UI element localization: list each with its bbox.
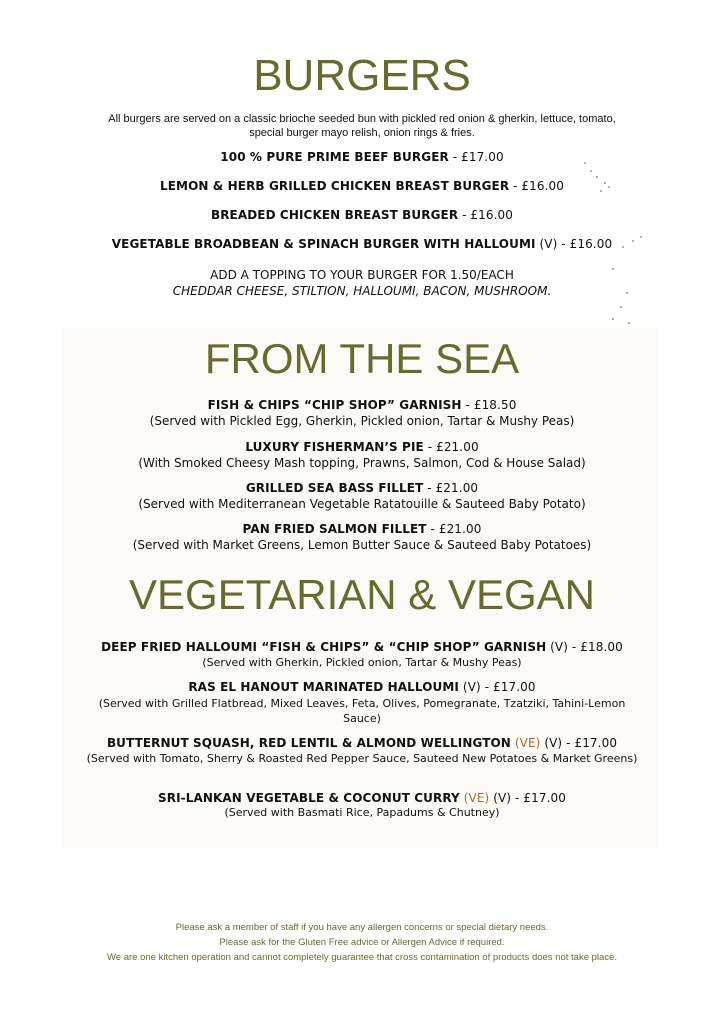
menu-item <box>0 640 724 654</box>
item-price: - £17.00 <box>448 150 504 164</box>
item-name: GRILLED SEA BASS FILLET <box>245 481 424 495</box>
menu-item <box>0 736 724 750</box>
veg-heading: VEGETARIAN & VEGAN <box>129 571 595 618</box>
item-name: RAS EL HANOUT MARINATED HALLOUMI <box>188 680 459 694</box>
menu-item <box>0 440 724 454</box>
footer-allergen-note: Please ask a member of staff if you have any allergen concerns or special dietary needs. <box>175 922 549 933</box>
vegan-badge: (VE) <box>514 736 541 750</box>
menu-item <box>0 522 724 536</box>
item-description: (Served with Tomato, Sherry & Roasted Red Pepper Sauce, Sauteed New Potatoes & Market Greens) <box>86 752 638 765</box>
item-price: (V) - £17.00 <box>489 791 566 805</box>
item-name: FISH & CHIPS “CHIP SHOP” GARNISH <box>207 398 462 412</box>
item-price: - £21.00 <box>423 440 479 454</box>
item-name: 100 % PURE PRIME BEEF BURGER <box>220 150 449 164</box>
item-price: - £18.50 <box>461 398 517 412</box>
item-name: BUTTERNUT SQUASH, RED LENTIL & ALMOND WELLINGTON <box>106 736 511 750</box>
topping-options: CHEDDAR CHEESE, STILTION, HALLOUMI, BACON, MUSHROOM. <box>172 284 552 298</box>
item-price: (V) - £17.00 <box>540 736 618 750</box>
item-name: LEMON & HERB GRILLED CHICKEN BREAST BURGER <box>159 179 510 193</box>
menu-item <box>0 150 724 164</box>
item-price: - £16.00 <box>458 208 514 222</box>
item-name: BREADED CHICKEN BREAST BURGER <box>210 208 459 222</box>
menu-item <box>0 680 724 694</box>
burgers-heading: BURGERS <box>253 51 471 100</box>
topping-line: ADD A TOPPING TO YOUR BURGER FOR 1.50/EACH <box>210 268 514 282</box>
menu-item <box>0 208 724 222</box>
menu-item <box>0 179 724 193</box>
footer-contamination-note: We are one kitchen operation and cannot completely guarantee that cross contamination of products does not take place. <box>107 952 617 963</box>
item-price: (V) - £18.00 <box>546 640 623 654</box>
item-price: (V) - £17.00 <box>459 680 536 694</box>
vegan-badge: (VE) <box>463 791 490 805</box>
item-description: (Served with Gherkin, Pickled onion, Tartar & Mushy Peas) <box>202 656 522 669</box>
sea-heading: FROM THE SEA <box>204 335 520 382</box>
menu-item <box>0 398 724 412</box>
menu-item <box>0 791 724 805</box>
burgers-intro: All burgers are served on a classic brioche seeded bun with pickled red onion & gherkin, lettuce, tomato, special burger mayo relish, onion rings & fries. <box>108 113 616 139</box>
item-price: - £16.00 <box>509 179 565 193</box>
footer-gluten-note: Please ask for the Gluten Free advice or Allergen Advice if required. <box>219 937 505 948</box>
item-description: (Served with Grilled Flatbread, Mixed Leaves, Feta, Olives, Pomegranate, Tzatziki, Tahini-Lemon Sauce) <box>98 697 626 725</box>
item-description: (Served with Market Greens, Lemon Butter Sauce & Sauteed Baby Potatoes) <box>132 538 592 552</box>
item-price: (V) - £16.00 <box>535 237 613 251</box>
item-description: (Served with Basmati Rice, Papadums & Chutney) <box>224 806 500 819</box>
menu-item <box>0 481 724 495</box>
item-description: (Served with Mediterranean Vegetable Ratatouille & Sauteed Baby Potato) <box>138 497 586 511</box>
item-description: (Served with Pickled Egg, Gherkin, Pickled onion, Tartar & Mushy Peas) <box>149 414 575 428</box>
item-name: LUXURY FISHERMAN’S PIE <box>245 440 424 454</box>
item-description: (With Smoked Cheesy Mash topping, Prawns, Salmon, Cod & House Salad) <box>138 456 586 470</box>
item-name: PAN FRIED SALMON FILLET <box>242 522 427 536</box>
item-name: VEGETABLE BROADBEAN & SPINACH BURGER WITH HALLOUMI <box>111 237 536 251</box>
item-price: - £21.00 <box>423 481 479 495</box>
menu-item <box>0 237 724 251</box>
item-name: DEEP FRIED HALLOUMI “FISH & CHIPS” & “CHIP SHOP” GARNISH <box>101 640 547 654</box>
item-price: - £21.00 <box>426 522 482 536</box>
item-name: SRI-LANKAN VEGETABLE & COCONUT CURRY <box>158 791 460 805</box>
